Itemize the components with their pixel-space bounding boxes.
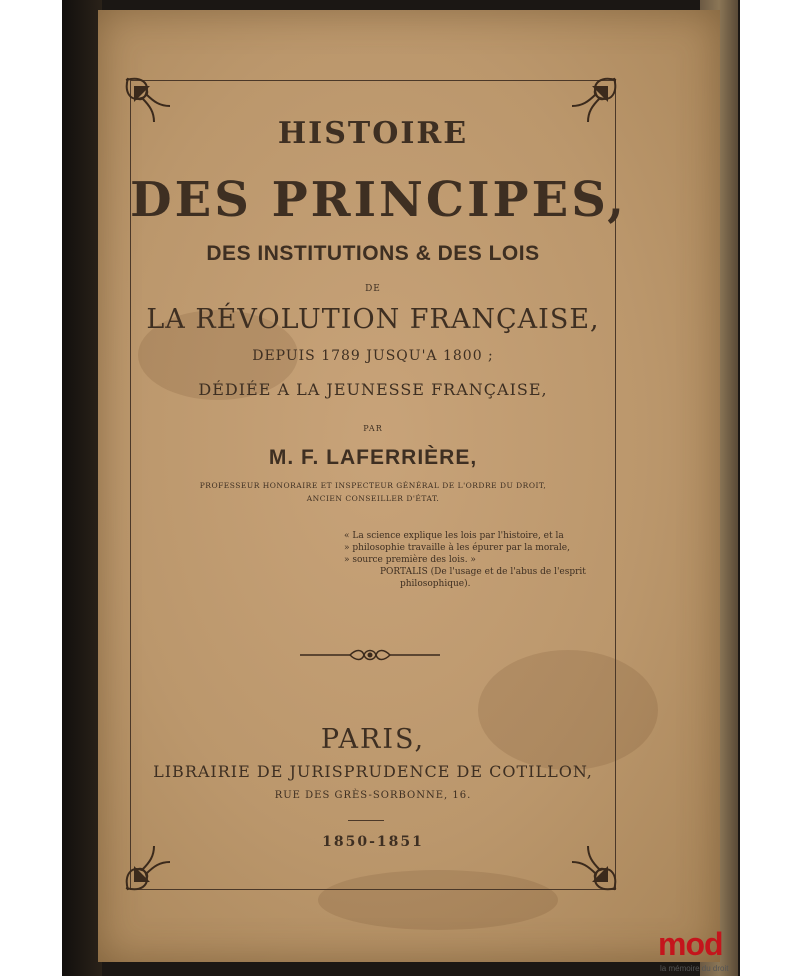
title-line-1: HISTOIRE: [277, 116, 469, 151]
epigraph-line: « La science explique les lois par l'histoire, et la: [344, 531, 564, 541]
title-line-3: DES INSTITUTIONS & DES LOIS: [206, 242, 540, 265]
watermark-logo: [656, 926, 740, 976]
city: PARIS,: [320, 724, 426, 755]
epigraph-line: » source première des lois. »: [344, 555, 476, 565]
epigraph-attribution: PORTALIS (De l'usage et de l'abus de l'esprit: [380, 567, 586, 577]
author-title-2: ANCIEN CONSEILLER D'ÉTAT.: [306, 494, 440, 503]
dates-line: DEPUIS 1789 JUSQU'A 1800 ;: [252, 348, 494, 364]
short-rule: [348, 820, 384, 821]
author-title-1: PROFESSEUR HONORAIRE ET INSPECTEUR GÉNÉRAL DE L'ORDRE DU DROIT,: [199, 481, 547, 490]
title-line-4: LA RÉVOLUTION FRANÇAISE,: [146, 304, 600, 335]
dedication: DÉDIÉE A LA JEUNESSE FRANÇAISE,: [198, 380, 548, 399]
years: 1850-1851: [322, 834, 424, 850]
logo-tagline: la mémoire du droit: [660, 964, 729, 973]
author-name: M. F. LAFERRIÈRE,: [268, 446, 478, 469]
logo-text: mod: [658, 926, 723, 962]
par-label: PAR: [363, 424, 383, 433]
title-line-2: DES PRINCIPES,: [130, 172, 627, 228]
book-spine: [62, 0, 102, 976]
divider-ornament-icon: [300, 648, 440, 662]
title-de: DE: [365, 284, 381, 294]
epigraph-attribution: philosophique).: [400, 579, 471, 589]
epigraph-line: » philosophie travaille à les épurer par la morale,: [344, 543, 570, 553]
address: RUE DES GRÈS-SORBONNE, 16.: [274, 790, 472, 801]
publisher: LIBRAIRIE DE JURISPRUDENCE DE COTILLON,: [153, 762, 593, 781]
epigraph: [344, 530, 604, 590]
